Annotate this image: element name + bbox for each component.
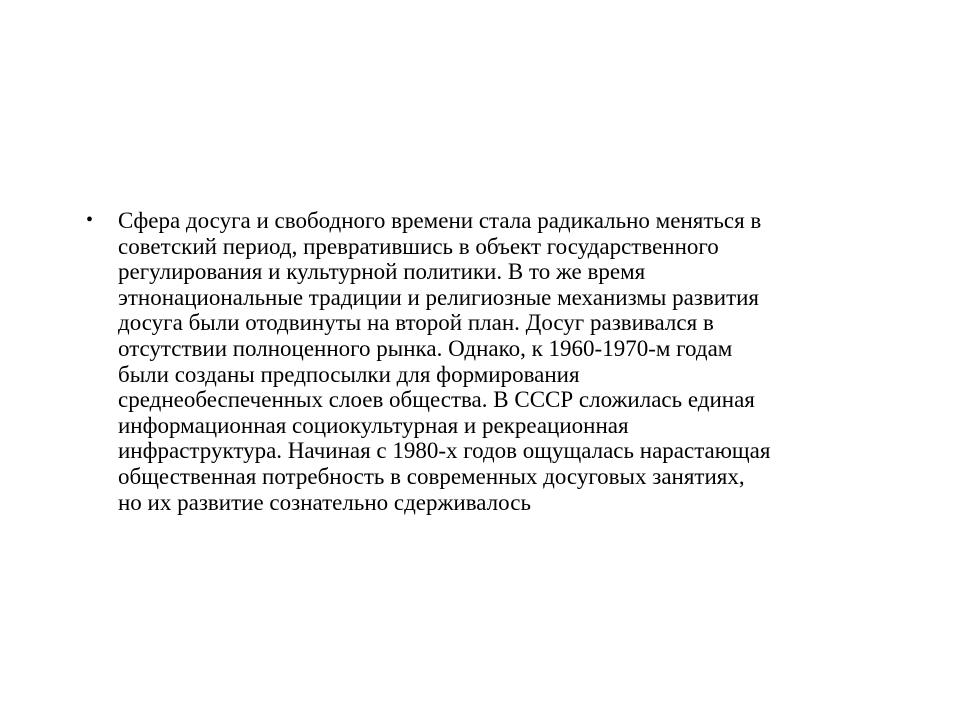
bullet-dot-icon: •: [86, 209, 94, 231]
paragraph-line: среднеобеспеченных слоев общества. В СССР сложилась единая: [118, 387, 755, 413]
bullet-paragraph: [118, 208, 884, 515]
paragraph-line: отсутствии полноценного рынка. Однако, к 1960-1970-м годам: [118, 335, 733, 361]
paragraph-line: советский период, превратившись в объект государственного: [118, 233, 719, 259]
paragraph-line: но их развитие сознательно сдерживалось: [118, 489, 531, 515]
bullet-item: [84, 208, 884, 515]
paragraph-line: были созданы предпосылки для формирования: [118, 361, 580, 387]
paragraph-line: регулирования и культурной политики. В то же время: [118, 259, 646, 285]
paragraph-line: информационная социокультурная и рекреационная: [118, 412, 629, 438]
paragraph-line: этнонациональные традиции и религиозные механизмы развития: [118, 284, 760, 310]
paragraph-line: Сфера досуга и свободного времени стала радикально меняться в: [118, 208, 762, 233]
paragraph-line: общественная потребность в современных досуговых занятиях,: [118, 463, 745, 489]
bullet-list: [84, 208, 884, 515]
paragraph-line: досуга были отодвинуты на второй план. Досуг развивался в: [118, 310, 714, 336]
paragraph-line: инфраструктура. Начиная с 1980-х годов ощущалась нарастающая: [118, 438, 771, 464]
